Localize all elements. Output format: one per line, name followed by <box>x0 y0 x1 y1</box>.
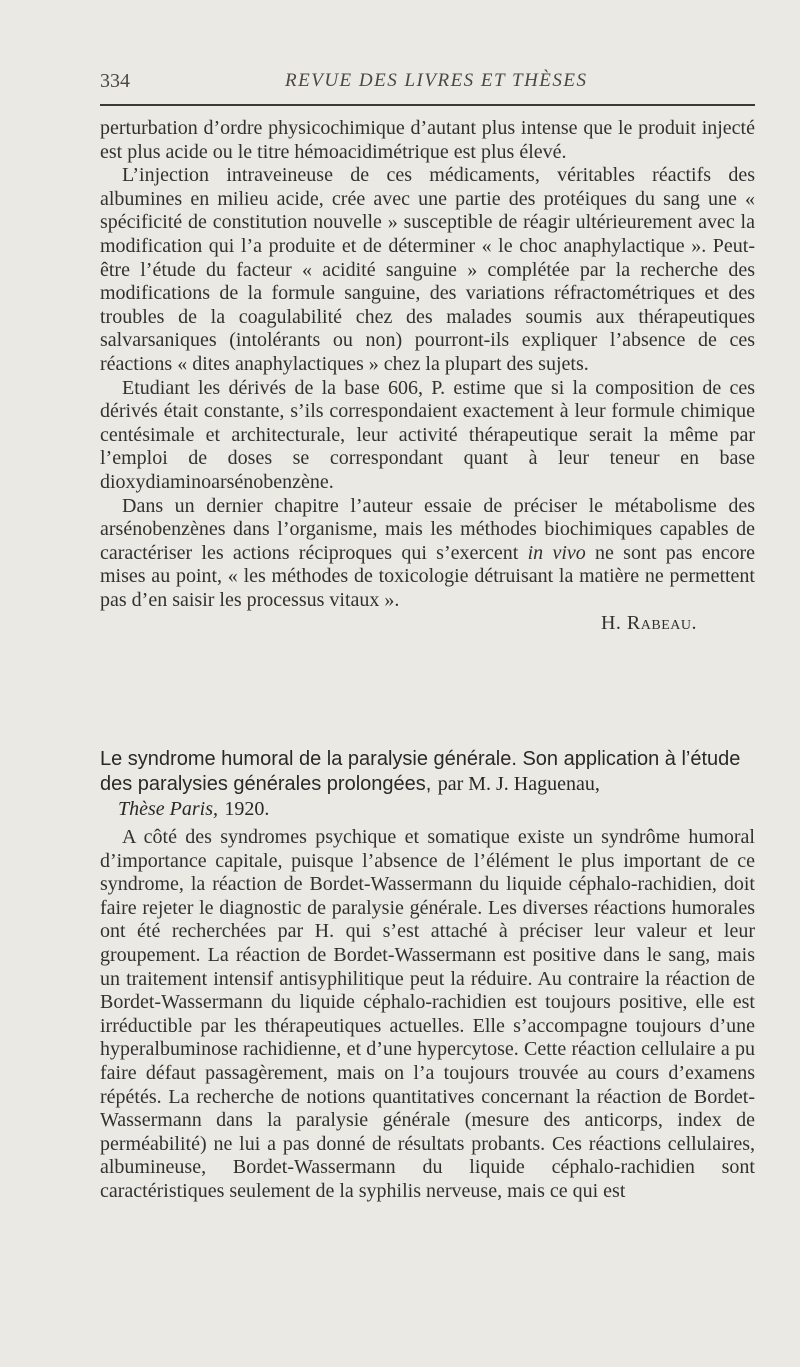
page-header <box>100 70 755 96</box>
publication-year: 1920. <box>224 798 270 820</box>
latin-term: in vivo <box>527 541 586 564</box>
header-rule <box>100 104 755 106</box>
paragraph: L’injection intraveineuse de ces médicaments, véritables réactifs des albumines en milieu acide, crée avec une partie des protéiques du sang une « spécificité de constitution nouvelle » susceptible de réagir ultérieurement avec la modification qui l’a produite et de déterminer « le choc anaphylactique ». Peut-être l’étude du facteur « acidité sanguine » complétée par la recherche des modifications de la formule sanguine, des variations réfractométriques et des troubles de la coagulabilité chez des malades soumis aux thérapeutiques salvarsaniques (intolérants ou non) pourront-ils expliquer l’absence de ces réactions « dites anaphylactiques » chez la plupart des sujets. <box>100 164 755 375</box>
paragraph-text: Dans un dernier chapitre l’auteur essaie de préciser le métabolisme des arsénobenzènes dans l’organisme, mais les méthodes biochimiques capables de caractériser les actions réciproques qui s’exercent <box>100 494 755 564</box>
page-number: 334 <box>100 70 130 92</box>
review-2-heading <box>100 746 755 821</box>
thesis-title: Le syndrome humoral de la paralysie générale. Son application à l’étude des paralysies générales prolongées, <box>100 748 741 795</box>
publication-place: Thèse Paris, <box>118 798 218 820</box>
running-title: REVUE DES LIVRES ET THÈSES <box>285 70 588 91</box>
reviewer-signature: H. Rabeau. <box>600 612 697 635</box>
paragraph: perturbation d’ordre physicochimique d’autant plus intense que le produit injecté est plus acide ou le titre hémoacidimétrique est plus élevé. <box>100 117 755 163</box>
paragraph <box>100 495 755 613</box>
paragraph: A côté des syndromes psychique et somatique existe un syndrôme humoral d’importance capitale, puisque l’absence de l’élément le plus important de ce syndrome, la réaction de Bordet-Wassermann du liquide céphalo-rachidien, doit faire rejeter le diagnostic de paralysie générale. Les diverses réactions humorales ont été recherchées par H. qui s’est attaché à préciser leur valeur et leur groupement. La réaction de Bordet-Wassermann est positive dans le sang, mais un traitement intensif antisyphilitique peut la réduire. Au contraire la réaction de Bordet-Wassermann du liquide céphalo-rachidien est toujours positive, elle est irréductible par les thérapeutiques actuelles. Elle s’accompagne toujours d’une hyperalbuminose rachidienne, et d’une hypercytose. Cette réaction cellulaire a pu faire défaut passagèrement, mais on l’a toujours trouvée au cours d’examens répétés. La recherche de notions quantitatives concernant la réaction de Bordet-Wassermann dans la paralysie générale (mesure des anticorps, index de perméabilité) ne lui a pas donné de résultats probants. Ces réactions cellulaires, albumineuse, Bordet-Wassermann du liquide céphalo-rachidien sont caractéristiques seulement de la syphilis nerveuse, mais ce qui est <box>100 826 755 1202</box>
paragraph-text: ne sont pas encore mises au point, « les méthodes de toxicologie détruisant la matière ne permettent pas d’en saisir les processus vitaux ». <box>100 541 755 611</box>
review-1-body <box>100 117 755 636</box>
thesis-author: par M. J. Haguenau, <box>437 773 600 795</box>
review-2-body <box>100 826 755 1204</box>
paragraph: Etudiant les dérivés de la base 606, P. estime que si la composition de ces dérivés était constante, s’ils correspondaient exactement à leur formule chimique centésimale et architecturale, leur activité thérapeutique serait la même par l’emploi de doses se correspondant quant à leur teneur en base dioxydiaminoarsénobenzène. <box>100 376 755 493</box>
